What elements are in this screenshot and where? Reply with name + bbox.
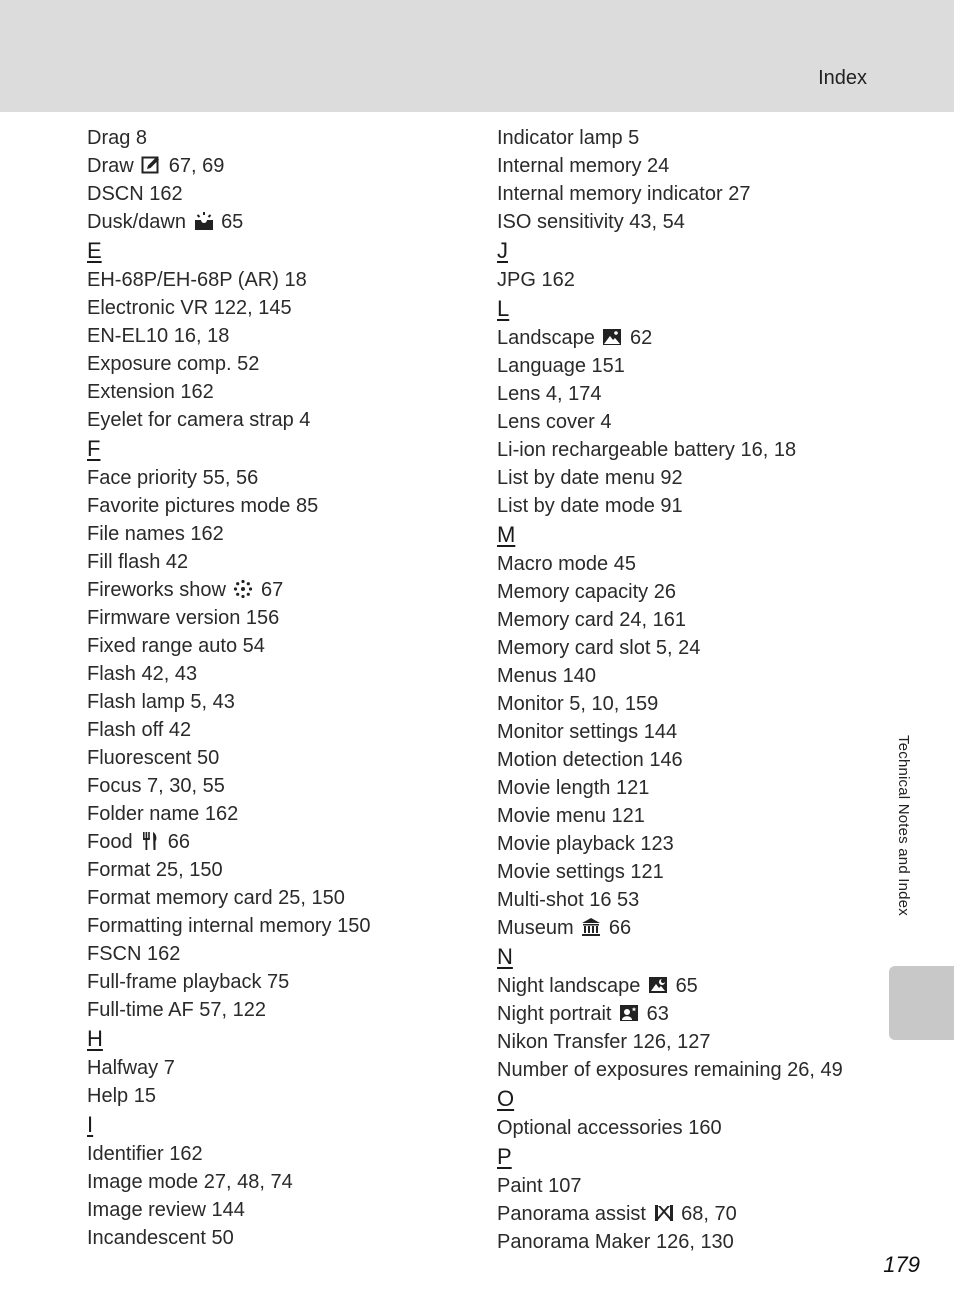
left-index-entry [87, 180, 477, 208]
entry-text: Drag 8 [87, 127, 148, 149]
right-index-entry [497, 802, 877, 830]
left-index-entry [87, 1054, 477, 1082]
entry-text: Movie playback 123 [497, 833, 674, 855]
entry-text: Lens 4, 174 [497, 383, 602, 405]
night-landscape-icon [648, 975, 668, 995]
entry-text: Format memory card 25, 150 [87, 887, 345, 909]
draw-icon [141, 155, 161, 175]
left-index-entry [87, 744, 477, 772]
right-index-entry [497, 774, 877, 802]
right-index-entry [497, 124, 877, 152]
entry-text: Flash 42, 43 [87, 663, 198, 685]
entry-text: Folder name 162 [87, 803, 239, 825]
entry-text: Number of exposures remaining 26, 49 [497, 1059, 843, 1081]
left-index-entry [87, 968, 477, 996]
left-index-entry [87, 800, 477, 828]
left-index-entry [87, 716, 477, 744]
entry-text: FSCN 162 [87, 943, 181, 965]
entry-text: Help 15 [87, 1085, 156, 1107]
entry-pages: 66 [167, 831, 190, 853]
right-index-entry [497, 464, 877, 492]
entry-pages: 68, 70 [681, 1203, 737, 1225]
entry-text: Food [87, 831, 133, 853]
right-index-entry [497, 436, 877, 464]
entry-text: Memory capacity 26 [497, 581, 676, 603]
entry-text: Menus 140 [497, 665, 596, 687]
entry-pages: 67 [261, 579, 284, 601]
entry-text: Language 151 [497, 355, 625, 377]
entry-text: O [497, 1086, 515, 1111]
food-icon [140, 831, 160, 851]
left-section-letter [87, 1110, 477, 1140]
museum-icon [581, 917, 601, 937]
entry-text: Fluorescent 50 [87, 747, 220, 769]
right-index-entry [497, 1028, 877, 1056]
entry-text: Exposure comp. 52 [87, 353, 260, 375]
entry-pages: 62 [630, 327, 653, 349]
entry-text: Panorama assist [497, 1203, 646, 1225]
right-index-entry [497, 208, 877, 236]
panorama-assist-icon [654, 1203, 674, 1223]
left-section-letter [87, 236, 477, 266]
right-section-letter [497, 294, 877, 324]
index-column-right [497, 124, 877, 1256]
right-index-entry [497, 578, 877, 606]
entry-text: Firmware version 156 [87, 607, 280, 629]
right-index-entry [497, 550, 877, 578]
right-index-entry [497, 1200, 877, 1228]
left-index-entry [87, 520, 477, 548]
left-index-entry [87, 604, 477, 632]
entry-text: File names 162 [87, 523, 224, 545]
right-index-entry [497, 1114, 877, 1142]
left-index-entry [87, 1196, 477, 1224]
entry-text: L [497, 296, 510, 321]
entry-text: Paint 107 [497, 1175, 582, 1197]
entry-text: Favorite pictures mode 85 [87, 495, 319, 517]
right-section-letter [497, 1084, 877, 1114]
right-section-letter [497, 942, 877, 972]
left-index-entry [87, 266, 477, 294]
left-index-entry [87, 1082, 477, 1110]
entry-text: List by date mode 91 [497, 495, 683, 517]
entry-text: List by date menu 92 [497, 467, 683, 489]
left-index-entry [87, 660, 477, 688]
entry-text: J [497, 238, 508, 263]
entry-text: P [497, 1144, 512, 1169]
entry-text: Flash lamp 5, 43 [87, 691, 235, 713]
entry-text: Monitor 5, 10, 159 [497, 693, 659, 715]
right-index-entry [497, 408, 877, 436]
left-section-letter [87, 1024, 477, 1054]
entry-text: Identifier 162 [87, 1143, 203, 1165]
entry-text: Movie length 121 [497, 777, 650, 799]
right-index-entry [497, 972, 877, 1000]
left-index-entry [87, 1168, 477, 1196]
right-index-entry [497, 830, 877, 858]
entry-text: Incandescent 50 [87, 1227, 234, 1249]
left-index-entry [87, 772, 477, 800]
entry-text: Extension 162 [87, 381, 214, 403]
entry-text: Movie settings 121 [497, 861, 664, 883]
right-index-entry [497, 380, 877, 408]
entry-text: JPG 162 [497, 269, 575, 291]
entry-text: Multi-shot 16 53 [497, 889, 640, 911]
page-header [0, 0, 954, 112]
left-index-entry [87, 208, 477, 236]
right-index-entry [497, 324, 877, 352]
left-index-entry [87, 378, 477, 406]
entry-text: Formatting internal memory 150 [87, 915, 371, 937]
left-index-entry [87, 1140, 477, 1168]
left-index-entry [87, 940, 477, 968]
right-index-entry [497, 914, 877, 942]
left-index-entry [87, 576, 477, 604]
right-index-entry [497, 1056, 877, 1084]
entry-text: M [497, 522, 516, 547]
right-index-entry [497, 1172, 877, 1200]
entry-text: Draw [87, 155, 134, 177]
left-index-entry [87, 492, 477, 520]
entry-text: Internal memory 24 [497, 155, 670, 177]
left-index-entry [87, 1224, 477, 1252]
entry-text: Electronic VR 122, 145 [87, 297, 292, 319]
right-index-entry [497, 180, 877, 208]
left-index-entry [87, 464, 477, 492]
page-title: Index [818, 67, 867, 89]
right-index-entry [497, 152, 877, 180]
left-index-entry [87, 294, 477, 322]
left-index-entry [87, 856, 477, 884]
left-index-entry [87, 632, 477, 660]
entry-text: E [87, 238, 102, 263]
page-number: 179 [883, 1252, 920, 1277]
entry-text: Monitor settings 144 [497, 721, 678, 743]
entry-text: I [87, 1112, 94, 1137]
entry-text: Night portrait [497, 1003, 612, 1025]
entry-text: Image mode 27, 48, 74 [87, 1171, 293, 1193]
entry-text: Internal memory indicator 27 [497, 183, 751, 205]
entry-text: Format 25, 150 [87, 859, 223, 881]
left-index-entry [87, 828, 477, 856]
right-index-entry [497, 492, 877, 520]
entry-text: H [87, 1026, 103, 1051]
entry-pages: 65 [221, 211, 244, 233]
left-index-entry [87, 688, 477, 716]
right-index-entry [497, 1000, 877, 1028]
right-section-letter [497, 520, 877, 550]
entry-pages: 66 [608, 917, 632, 939]
entry-text: Eyelet for camera strap 4 [87, 409, 311, 431]
left-index-entry [87, 406, 477, 434]
left-index-entry [87, 884, 477, 912]
entry-text: Face priority 55, 56 [87, 467, 259, 489]
left-index-entry [87, 350, 477, 378]
entry-text: EH-68P/EH-68P (AR) 18 [87, 269, 307, 291]
entry-text: Night landscape [497, 975, 641, 997]
left-index-entry [87, 912, 477, 940]
left-index-entry [87, 996, 477, 1024]
entry-pages: 67, 69 [168, 155, 225, 177]
entry-text: Halfway 7 [87, 1057, 175, 1079]
dusk-dawn-icon [194, 211, 214, 231]
right-index-entry [497, 352, 877, 380]
right-index-entry [497, 662, 877, 690]
entry-text: Fireworks show [87, 579, 226, 601]
entry-text: EN-EL10 16, 18 [87, 325, 230, 347]
entry-text: Full-frame playback 75 [87, 971, 290, 993]
entry-text: Indicator lamp 5 [497, 127, 640, 149]
left-index-entry [87, 322, 477, 350]
entry-text: Full-time AF 57, 122 [87, 999, 266, 1021]
entry-text: F [87, 436, 101, 461]
right-index-entry [497, 886, 877, 914]
right-index-entry [497, 690, 877, 718]
entry-text: Nikon Transfer 126, 127 [497, 1031, 711, 1053]
right-index-entry [497, 718, 877, 746]
entry-text: Landscape [497, 327, 595, 349]
entry-text: Museum [497, 917, 574, 939]
entry-text: Li-ion rechargeable battery 16, 18 [497, 439, 797, 461]
left-index-entry [87, 124, 477, 152]
entry-text: Image review 144 [87, 1199, 245, 1221]
right-section-letter [497, 1142, 877, 1172]
right-index-entry [497, 1228, 877, 1256]
left-section-letter [87, 434, 477, 464]
entry-text: Panorama Maker 126, 130 [497, 1231, 734, 1253]
entry-text: Fill flash 42 [87, 551, 189, 573]
entry-text: Macro mode 45 [497, 553, 636, 575]
entry-text: Lens cover 4 [497, 411, 612, 433]
index-column-left [87, 124, 477, 1252]
right-index-entry [497, 634, 877, 662]
right-index-entry [497, 606, 877, 634]
entry-text: Flash off 42 [87, 719, 192, 741]
entry-text: Memory card slot 5, 24 [497, 637, 701, 659]
entry-text: Motion detection 146 [497, 749, 683, 771]
entry-text: Movie menu 121 [497, 805, 645, 827]
left-index-entry [87, 548, 477, 576]
landscape-icon [602, 327, 622, 347]
fireworks-icon [233, 579, 253, 599]
entry-pages: 65 [675, 975, 698, 997]
section-side-label: Technical Notes and Index [895, 735, 912, 916]
entry-text: Focus 7, 30, 55 [87, 775, 225, 797]
section-thumb-tab [889, 966, 954, 1040]
entry-text: N [497, 944, 513, 969]
left-index-entry [87, 152, 477, 180]
entry-text: Fixed range auto 54 [87, 635, 265, 657]
entry-text: Optional accessories 160 [497, 1117, 722, 1139]
right-section-letter [497, 236, 877, 266]
entry-text: ISO sensitivity 43, 54 [497, 211, 685, 233]
right-index-entry [497, 746, 877, 774]
night-portrait-icon [619, 1003, 639, 1023]
entry-text: DSCN 162 [87, 183, 183, 205]
entry-text: Dusk/dawn [87, 211, 186, 233]
entry-pages: 63 [646, 1003, 669, 1025]
right-index-entry [497, 858, 877, 886]
right-index-entry [497, 266, 877, 294]
entry-text: Memory card 24, 161 [497, 609, 686, 631]
